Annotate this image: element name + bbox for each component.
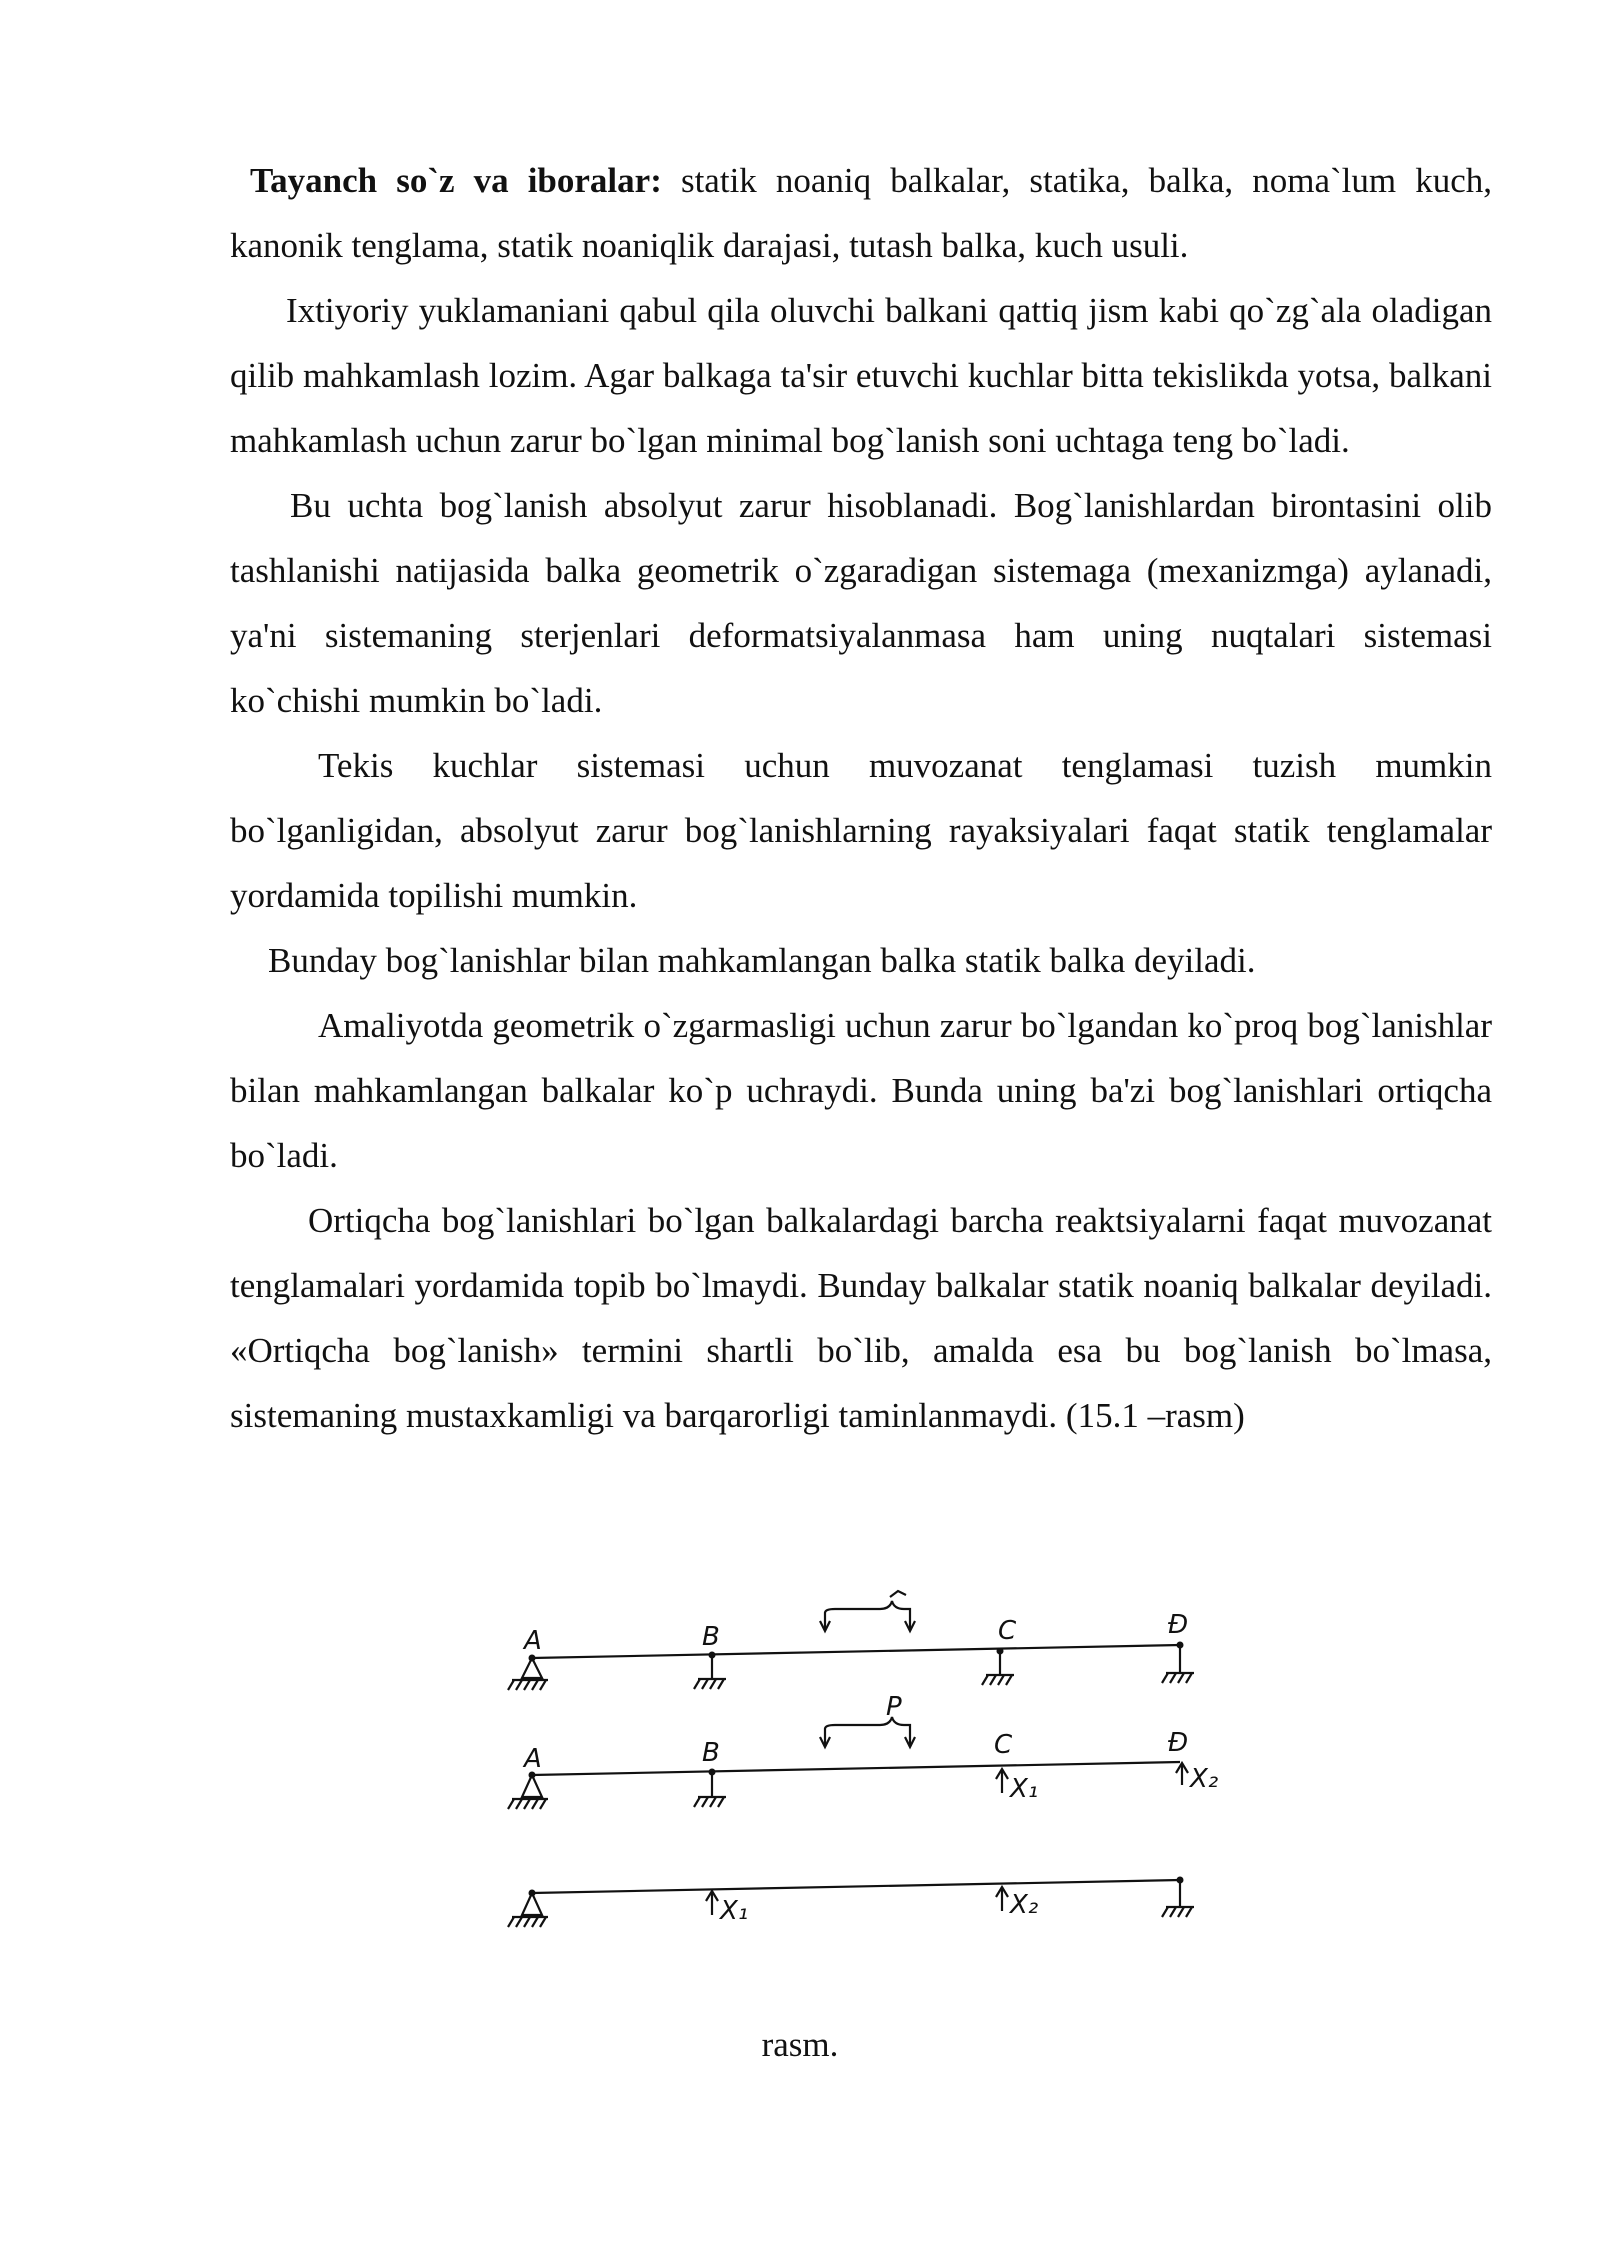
paragraph-5: Amaliyotda geometrik o`zgarmasligi uchun zarur bo`lgandan ko`proq bog`lanishlar bilan mahkamlangan balkalar ko`p uchraydi. Bunda uning ba'zi bog`lanishlari ortiqcha bo`ladi. [230,1006,1492,1175]
beam-2-label-x1: X₁ [1010,1774,1039,1804]
keywords-paragraph [230,148,1492,278]
beam-3-label-x2: X₂ [1010,1890,1039,1920]
beam-3-line [532,1880,1180,1893]
keywords-text: statik noaniq balkalar, statika, balka, noma`lum kuch, kanonik tenglama, statik noaniqlik darajasi, tutash balka, kuch usuli. [230,161,1493,265]
beam-1-load-bracket [825,1601,910,1631]
beam-1-label-a: A [524,1626,542,1656]
beam-2-load-label: P [886,1692,902,1722]
paragraph-1: Ixtiyoriy yuklamaniani qabul qila oluvchi balkani qattiq jism kabi qo`zg`ala oladigan qilib mahkamlash lozim. Agar balkaga ta'sir etuvchi kuchlar bitta tekislikda yotsa, balkani mahkamlash uchun zarur bo`lgan minimal bog`lanish soni uchtaga teng bo`ladi. [230,291,1492,460]
beam-1-label-d: Ð [1168,1610,1189,1640]
beam-1-line [532,1645,1180,1658]
beam-2-label-c: C [994,1730,1013,1760]
beam-2-label-x2: X₂ [1190,1764,1219,1794]
paragraph-4: Bunday bog`lanishlar bilan mahkamlangan balka statik balka deyiladi. [268,941,1256,980]
beam-3-label-x1: X₁ [720,1896,749,1926]
beam-1-label-b: B [702,1622,720,1652]
beam-1-label-c: C [998,1616,1017,1646]
beam-2-line [532,1762,1180,1775]
keywords-label: Tayanch so`z va iboralar: [250,161,662,200]
body-text [230,148,1492,1448]
beam-2-label-a: A [524,1744,542,1774]
beam-2-label-d: Ð [1168,1728,1189,1758]
figure-caption: rasm. [761,2025,839,2064]
paragraph-6: Ortiqcha bog`lanishlari bo`lgan balkalardagi barcha reaktsiyalarni faqat muvozanat tenglamalari yordamida topib bo`lmaydi. Bunday balkalar statik noaniq balkalar deyiladi. «Ortiqcha bog`lanish» termini shartli bo`lib, amalda esa bu bog`lanish bo`lmasa, sistemaning mustaxkamligi va barqarorligi taminlanmaydi. (15.1 –rasm) [230,1201,1492,1435]
paragraph-3: Tekis kuchlar sistemasi uchun muvozanat tenglamasi tuzish mumkin bo`lganligidan, absolyut zarur bog`lanishlarning rayaksiyalari faqat statik tenglamalar yordamida topilishi mumkin. [230,746,1492,915]
beam-figure [490,1575,1250,1935]
paragraph-2: Bu uchta bog`lanish absolyut zarur hisoblanadi. Bog`lanishlardan birontasini olib tashlanishi natijasida balka geometrik o`zgaradigan sistemaga (mexanizmga) aylanadi, ya'ni sistemaning sterjenlari deformatsiyalanmasa ham uning nuqtalari sistemasi ko`chishi mumkin bo`ladi. [230,486,1492,720]
beam-2-label-b: B [702,1738,720,1768]
